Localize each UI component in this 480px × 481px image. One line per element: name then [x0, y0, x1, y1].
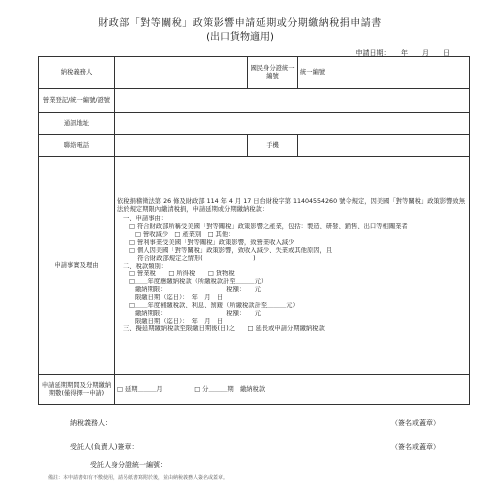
delay-label: 申請延期期間及分期繳納期數(僅得擇一申請): [39, 375, 115, 405]
phone-label: 聯絡電話: [39, 135, 115, 157]
unified-no-cell[interactable]: [298, 57, 470, 89]
row-uniform: [39, 89, 470, 113]
applicant-signature-label: 受託人(負責人)簽章：: [70, 443, 139, 451]
taxpayer-label: 納稅義務人: [39, 57, 115, 89]
tax-item-detail: 繳納期限： 稅額： 元: [135, 309, 261, 317]
row-delay: [39, 375, 470, 405]
taxpayer-signature-label: 納稅義務人：: [70, 419, 112, 427]
tax-item-detail: 繳納期限： 稅額： 元: [135, 286, 261, 294]
row-address: [39, 113, 470, 135]
reason-item[interactable]: □ 營利事業受美國「對等關稅」政策影響，致營業收入減少: [129, 238, 295, 246]
row-phone: [39, 135, 470, 157]
applicant-seal-note[interactable]: （簽名或蓋章）: [391, 443, 440, 451]
form-title: 財政部「對等關稅」政策影響申請延期或分期繳納稅捐申請書: [98, 18, 382, 29]
taxpayer-field[interactable]: [115, 57, 248, 89]
uniform-label: 營業登記/統一編號/證號: [39, 89, 115, 113]
tax-item[interactable]: □＿＿年度補繳稅款、利息、罰鍰（所繳稅款計至＿＿＿元）: [129, 301, 299, 309]
section1-title: 一、申請事由：: [123, 215, 168, 223]
reason-body: [115, 157, 470, 375]
tax-item-detail: 限繳日期（迄日）： 年 月 日: [135, 317, 224, 325]
mobile-label: 手機: [248, 135, 298, 157]
application-form-table: [38, 56, 470, 405]
phone-field[interactable]: [115, 135, 248, 157]
application-date: 申請日期： 年 月 日: [355, 49, 450, 57]
form-subtitle: (出口貨物適用): [206, 32, 274, 43]
reason-item: 符合財政部規定之情形( ): [129, 254, 256, 262]
reason-intro: 依稅捐稽徵法第 26 條及財政部 114 年 4 月 17 日台財稅字第 11404554260 號令規定，因美國「對等關稅」政策影響致無法於規定期限內繳清稅捐，申請延期或分期繳納稅款：: [117, 197, 466, 213]
reason-label: 申請事實及理由: [39, 157, 115, 375]
reason-item[interactable]: □ 符合財政部所稱受美國「對等關稅」政策影響之產業，包括：製造、研發、銷售、出口等相關業者: [129, 223, 408, 231]
mobile-field[interactable]: [298, 135, 470, 157]
reason-item[interactable]: □ 營收減少 □ 產業別 □ 其他：: [135, 231, 235, 239]
row-reason: [39, 157, 470, 375]
applicant-id-line: 受託人身分證統一編號：: [90, 461, 167, 469]
delay-options[interactable]: □ 延期＿＿＿月 □ 分＿＿＿期 繳納稅款: [115, 375, 470, 405]
address-field[interactable]: [115, 113, 470, 135]
taxpayer-signature-row: [70, 418, 440, 428]
uniform-field[interactable]: [115, 89, 470, 113]
applicant-signature-row: [70, 442, 440, 452]
tax-type-options[interactable]: □ 營業稅 □ 所得稅 □ 貨物稅: [129, 270, 235, 278]
reason-item[interactable]: □ 個人因美國「對等關稅」政策影響，致收入減少、失業或其他原因，且: [129, 246, 333, 254]
section3-line[interactable]: 三、擬延期繳納稅款至限繳日期後(日)之 □ 延長或申請分期繳納稅款: [123, 325, 325, 333]
section2-title: 二、稅款類別：: [123, 262, 168, 270]
row-taxpayer: [39, 57, 470, 89]
tax-item-detail: 限繳日期（迄日）： 年 月 日: [135, 294, 224, 301]
id-label: 國民身分證統一編號: [248, 57, 298, 89]
taxpayer-seal-note[interactable]: （簽名或蓋章）: [391, 419, 440, 427]
unified-no-label: 統一編號: [300, 68, 326, 76]
footnote: 備註：本申請書如有不敷使用，請另紙書寫附於後，並由納稅義務人簽名或蓋章。: [48, 475, 229, 481]
tax-item[interactable]: □＿＿年度應繳納稅款（所繳稅款計至＿＿＿元）: [129, 278, 268, 286]
address-label: 通訊地址: [39, 113, 115, 135]
